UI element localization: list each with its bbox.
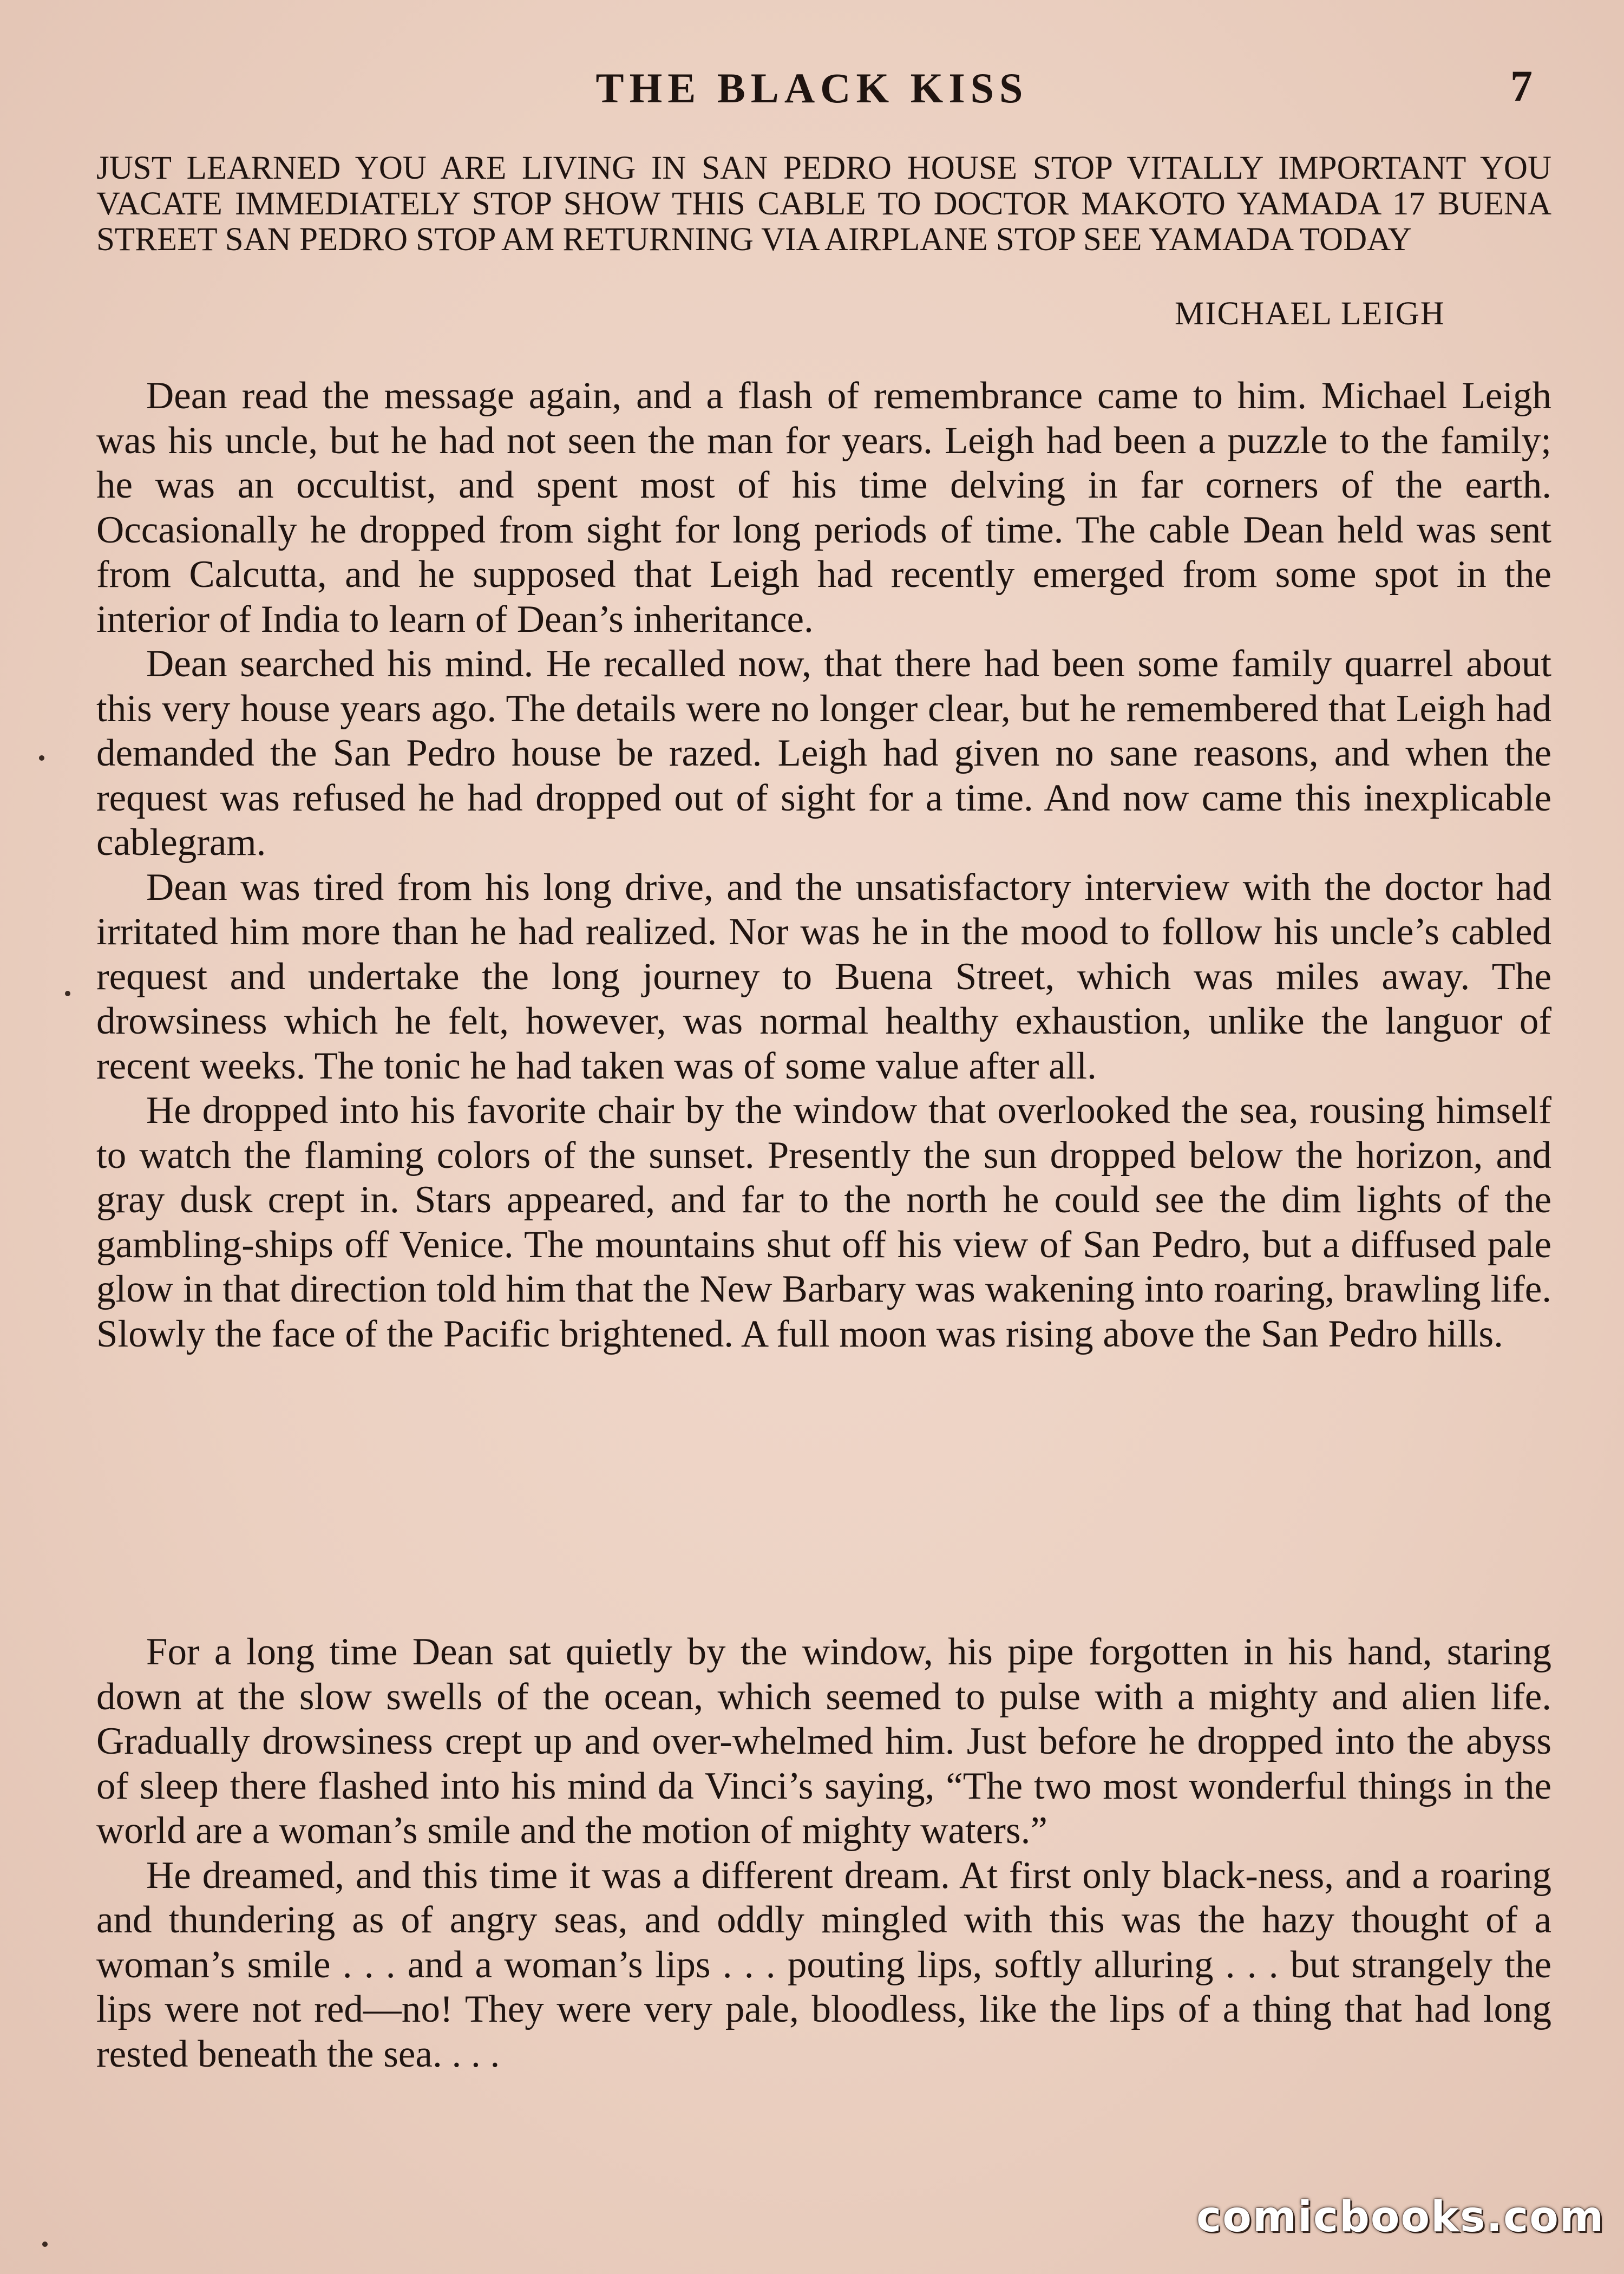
paragraph: He dreamed, and this time it was a different dream. At first only black-ness, and a roaring and thundering as of angry seas, and oddly mingled with this was the hazy thought of a woman’s smile . . . and a woman’s lips . . . pouting lips, softly alluring . . . but strangely the lips were not red—no! They were very pale, bloodless, like the lips of a thing that had long rested beneath the sea. . . . [96,1854,1551,2075]
cable-signature: MICHAEL LEIGH [1175,296,1445,332]
page-number: 7 [1510,61,1533,110]
paragraph: For a long time Dean sat quietly by the window, his pipe forgotten in his hand, staring down at the slow swells of the ocean, which seemed to pulse with a mighty and alien life. Gradually drowsiness crept up and over-whelmed him. Just before he dropped into the abyss of sleep there flashed into his mind da Vinci’s saying, “The two most wonderful things in the world are a woman’s smile and the motion of mighty waters.” [96,1631,1551,1852]
paragraph: Dean read the message again, and a flash of remembrance came to him. Michael Leigh was his uncle, but he had not seen the man for years. Leigh had been a puzzle to the family; he was an occultist, and spent most of his time delving in far corners of the earth. Occasionally he dropped from sight for long periods of time. The cable Dean held was sent from Calcutta, and he supposed that Leigh had recently emerged from some spot in the interior of India to learn of Dean’s inheritance. [96,375,1551,641]
body-section-1 [96,374,1551,1356]
paragraph: Dean searched his mind. He recalled now, that there had been some family quarrel about this very house years ago. The details were no longer clear, but he remembered that Leigh had demanded the San Pedro house be razed. Leigh had given no sane reasons, and when the request was refused he had dropped out of sight for a time. And now came this inexplicable cablegram. [96,643,1551,864]
paper-speck [65,991,70,996]
paragraph: He dropped into his favorite chair by the window that overlooked the sea, rousing himself to watch the flaming colors of the sunset. Presently the sun dropped below the horizon, and gray dusk crept in. Stars appeared, and far to the north he could see the dim lights of the gambling-ships off Venice. The mountains shut off his view of San Pedro, but a diffused pale glow in that direction told him that the New Barbary was wakening into roaring, brawling life. Slowly the face of the Pacific brightened. A full moon was rising above the San Pedro hills. [96,1089,1551,1355]
site-watermark: comicbooks.com [1196,2193,1605,2242]
paragraph: Dean was tired from his long drive, and the unsatisfactory interview with the doctor had irritated him more than he had realized. Nor was he in the mood to follow his uncle’s cabled request and undertake the long journey to Buena Street, which was miles away. The drowsiness which he felt, however, was normal healthy exhaustion, unlike the languor of recent weeks. The tonic he had taken was of some value after all. [96,866,1551,1087]
paper-speck [42,2242,48,2247]
paper-speck [39,755,44,761]
running-title: THE BLACK KISS [595,64,1029,112]
cable-message: JUST LEARNED YOU ARE LIVING IN SAN PEDRO HOUSE STOP VITALLY IMPORTANT YOU VACATE IMMEDIATELY STOP SHOW THIS CABLE TO DOCTOR MAKOTO YAMADA 17 BUENA STREET SAN PEDRO STOP AM RETURNING VIA AIRPLANE STOP SEE YAMADA TODAY [96,150,1551,258]
body-section-2 [96,1630,1551,2076]
